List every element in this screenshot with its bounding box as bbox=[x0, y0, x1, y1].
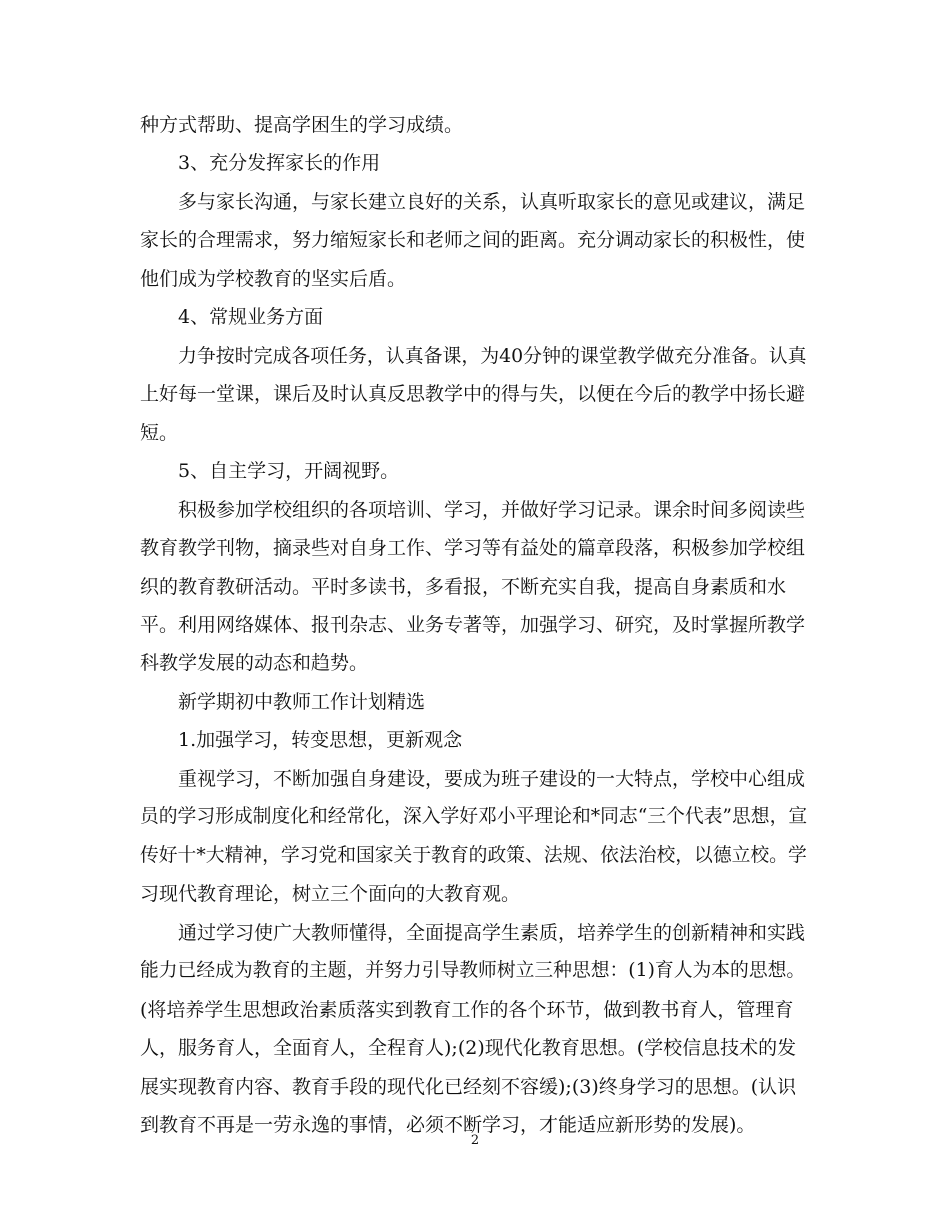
section-heading: 1.加强学习，转变思想，更新观念 bbox=[178, 729, 463, 752]
section-heading: 3、充分发挥家长的作用 bbox=[178, 152, 381, 175]
paragraph-line: 平。利用网络媒体、报刊杂志、业务专著等，加强学习、研究，及时掌握所教学 bbox=[140, 614, 806, 636]
paragraph-line: 人，服务育人，全面育人，全程育人);(2)现代化教育思想。(学校信息技术的发 bbox=[140, 1037, 797, 1060]
paragraph-line: 到教育不再是一劳永逸的事情，必须不断学习，才能适应新形势的发展)。 bbox=[140, 1114, 756, 1136]
paragraph-line: 种方式帮助、提高学困生的学习成绩。 bbox=[140, 114, 464, 136]
paragraph-line: 教育教学刊物，摘录些对自身工作、学习等有益处的篇章段落，积极参加学校组 bbox=[140, 537, 806, 560]
section-heading: 5、自主学习，开阔视野。 bbox=[178, 460, 400, 483]
paragraph-line: 传好十*大精神，学习党和国家关于教育的政策、法规、依法治校，以德立校。学 bbox=[140, 844, 807, 866]
paragraph-line: 织的教育教研活动。平时多读书，多看报，不断充实自我，提高自身素质和水 bbox=[140, 575, 787, 598]
paragraph-line: 展实现教育内容、教育手段的现代化已经刻不容缓);(3)终身学习的思想。(认识 bbox=[140, 1075, 797, 1098]
section-heading: 4、常规业务方面 bbox=[178, 306, 324, 329]
paragraph-line: 家长的合理需求，努力缩短家长和老师之间的距离。充分调动家长的积极性，使 bbox=[140, 229, 806, 252]
page-number: 2 bbox=[470, 1133, 480, 1148]
paragraph-line: 习现代教育理论，树立三个面向的大教育观。 bbox=[140, 883, 521, 906]
paragraph-line: 力争按时完成各项任务，认真备课，为40分钟的课堂教学做充分准备。认真 bbox=[178, 344, 807, 367]
paragraph-line: 上好每一堂课，课后及时认真反思教学中的得与失，以便在今后的教学中扬长避 bbox=[140, 383, 806, 406]
paragraph-line: 能力已经成为教育的主题，并努力引导教师树立三种思想：(1)育人为本的思想。 bbox=[140, 960, 806, 982]
paragraph-line: 积极参加学校组织的各项培训、学习，并做好学习记录。课余时间多阅读些 bbox=[178, 498, 806, 521]
paragraph-line: 重视学习，不断加强自身建设，要成为班子建设的一大特点，学校中心组成 bbox=[178, 767, 806, 790]
paragraph-line: (将培养学生思想政治素质落实到教育工作的各个环节，做到教书育人，管理育 bbox=[140, 998, 794, 1021]
paragraph-line: 科教学发展的动态和趋势。 bbox=[140, 652, 369, 675]
section-title: 新学期初中教师工作计划精选 bbox=[178, 690, 426, 713]
paragraph-line: 多与家长沟通，与家长建立良好的关系，认真听取家长的意见或建议，满足 bbox=[178, 190, 806, 213]
paragraph-line: 通过学习使广大教师懂得，全面提高学生素质，培养学生的创新精神和实践 bbox=[178, 921, 806, 944]
paragraph-line: 员的学习形成制度化和经常化，深入学好邓小平理论和*同志“三个代表”思想，宣 bbox=[140, 806, 808, 828]
paragraph-line: 他们成为学校教育的坚实后盾。 bbox=[140, 267, 407, 290]
paragraph-line: 短。 bbox=[140, 421, 179, 444]
